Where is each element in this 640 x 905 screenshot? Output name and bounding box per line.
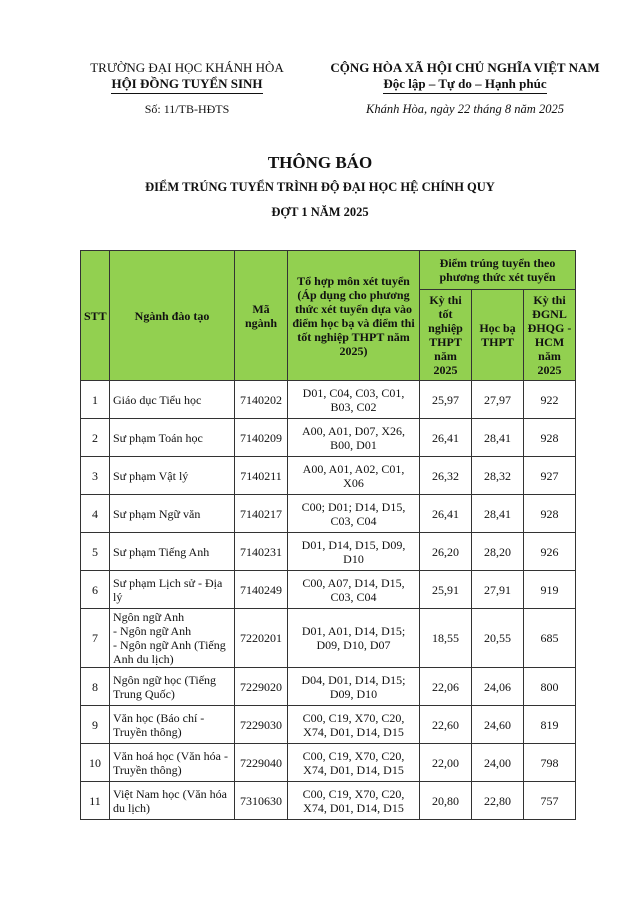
- row-major: Văn học (Báo chí - Truyền thông): [110, 706, 235, 744]
- row-code: 7140202: [235, 381, 288, 419]
- row-stt: 3: [81, 457, 110, 495]
- row-transcript-score: 22,80: [472, 782, 524, 820]
- row-stt: 1: [81, 381, 110, 419]
- row-thpt-score: 26,41: [420, 495, 472, 533]
- row-code: 7220201: [235, 609, 288, 668]
- row-stt: 11: [81, 782, 110, 820]
- row-major: Giáo dục Tiểu học: [110, 381, 235, 419]
- row-code: 7140249: [235, 571, 288, 609]
- row-dgnl-score: 919: [524, 571, 576, 609]
- document-round: ĐỢT 1 NĂM 2025: [271, 205, 369, 219]
- table-row: [81, 668, 576, 706]
- row-stt: 4: [81, 495, 110, 533]
- row-subject-combination: C00, C19, X70, C20, X74, D01, D14, D15: [288, 706, 420, 744]
- row-code: 7229030: [235, 706, 288, 744]
- place-date: Khánh Hòa, ngày 22 tháng 8 năm 2025: [366, 102, 564, 116]
- row-thpt-score: 22,06: [420, 668, 472, 706]
- row-transcript-score: 24,60: [472, 706, 524, 744]
- table-row: [81, 457, 576, 495]
- row-transcript-score: 24,06: [472, 668, 524, 706]
- table-row: [81, 571, 576, 609]
- row-dgnl-score: 922: [524, 381, 576, 419]
- row-major: Sư phạm Lịch sử - Địa lý: [110, 571, 235, 609]
- row-code: 7140217: [235, 495, 288, 533]
- table-row: [81, 533, 576, 571]
- row-stt: 9: [81, 706, 110, 744]
- row-code: 7140231: [235, 533, 288, 571]
- row-dgnl-score: 798: [524, 744, 576, 782]
- row-stt: 2: [81, 419, 110, 457]
- header-subject-combination: Tổ hợp môn xét tuyển (Áp dụng cho phương thức xét tuyển dựa vào điểm học bạ và điểm thi tốt nghiệp THPT năm 2025): [288, 251, 420, 381]
- row-thpt-score: 22,60: [420, 706, 472, 744]
- row-dgnl-score: 926: [524, 533, 576, 571]
- row-subject-combination: A00, A01, D07, X26, B00, D01: [288, 419, 420, 457]
- national-header-block: [300, 60, 630, 117]
- row-dgnl-score: 928: [524, 419, 576, 457]
- issuer-block: [62, 60, 312, 117]
- document-number: Số: 11/TB-HĐTS: [144, 102, 230, 116]
- university-name: TRƯỜNG ĐẠI HỌC KHÁNH HÒA: [90, 60, 284, 75]
- row-transcript-score: 27,97: [472, 381, 524, 419]
- header-code: Mã ngành: [235, 251, 288, 381]
- row-transcript-score: 27,91: [472, 571, 524, 609]
- row-major: Việt Nam học (Văn hóa du lịch): [110, 782, 235, 820]
- table-row: [81, 609, 576, 668]
- table-row: [81, 744, 576, 782]
- row-subject-combination: C00, C19, X70, C20, X74, D01, D14, D15: [288, 744, 420, 782]
- row-dgnl-score: 685: [524, 609, 576, 668]
- row-code: 7229020: [235, 668, 288, 706]
- row-code: 7310630: [235, 782, 288, 820]
- council-name: HỘI ĐỒNG TUYỂN SINH: [111, 76, 262, 94]
- header-stt: STT: [81, 251, 110, 381]
- row-stt: 10: [81, 744, 110, 782]
- row-dgnl-score: 927: [524, 457, 576, 495]
- row-subject-combination: A00, A01, A02, C01, X06: [288, 457, 420, 495]
- row-subject-combination: D04, D01, D14, D15; D09, D10: [288, 668, 420, 706]
- row-dgnl-score: 928: [524, 495, 576, 533]
- row-major: Sư phạm Tiếng Anh: [110, 533, 235, 571]
- row-dgnl-score: 800: [524, 668, 576, 706]
- document-title: THÔNG BÁO: [267, 153, 373, 172]
- table-row: [81, 381, 576, 419]
- row-transcript-score: 28,41: [472, 495, 524, 533]
- row-thpt-score: 18,55: [420, 609, 472, 668]
- table-row: [81, 706, 576, 744]
- row-transcript-score: 28,32: [472, 457, 524, 495]
- header-dgnl-exam: Kỳ thi ĐGNL ĐHQG - HCM năm 2025: [524, 290, 576, 381]
- row-transcript-score: 24,00: [472, 744, 524, 782]
- row-code: 7140211: [235, 457, 288, 495]
- row-major: Sư phạm Ngữ văn: [110, 495, 235, 533]
- country-name: CỘNG HÒA XÃ HỘI CHỦ NGHĨA VIỆT NAM: [330, 60, 600, 75]
- table-row: [81, 419, 576, 457]
- row-code: 7140209: [235, 419, 288, 457]
- document-subtitle: ĐIỂM TRÚNG TUYỂN TRÌNH ĐỘ ĐẠI HỌC HỆ CHÍNH QUY: [145, 180, 495, 194]
- row-stt: 8: [81, 668, 110, 706]
- row-stt: 7: [81, 609, 110, 668]
- row-transcript-score: 28,20: [472, 533, 524, 571]
- row-stt: 6: [81, 571, 110, 609]
- row-subject-combination: C00, A07, D14, D15, C03, C04: [288, 571, 420, 609]
- row-thpt-score: 26,20: [420, 533, 472, 571]
- row-major: Văn hoá học (Văn hóa - Truyền thông): [110, 744, 235, 782]
- row-thpt-score: 26,41: [420, 419, 472, 457]
- table-row: [81, 495, 576, 533]
- row-thpt-score: 20,80: [420, 782, 472, 820]
- row-major: Ngôn ngữ học (Tiếng Trung Quốc): [110, 668, 235, 706]
- row-subject-combination: D01, C04, C03, C01, B03, C02: [288, 381, 420, 419]
- row-major: Sư phạm Toán học: [110, 419, 235, 457]
- row-transcript-score: 28,41: [472, 419, 524, 457]
- table-row: [81, 782, 576, 820]
- national-motto: Độc lập – Tự do – Hạnh phúc: [383, 76, 546, 94]
- row-subject-combination: C00, C19, X70, C20, X74, D01, D14, D15: [288, 782, 420, 820]
- row-stt: 5: [81, 533, 110, 571]
- header-transcript: Học bạ THPT: [472, 290, 524, 381]
- admission-score-table: [80, 250, 576, 820]
- header-scores-group: Điểm trúng tuyển theo phương thức xét tuyển: [420, 251, 576, 290]
- row-subject-combination: D01, A01, D14, D15; D09, D10, D07: [288, 609, 420, 668]
- header-major: Ngành đào tạo: [110, 251, 235, 381]
- row-transcript-score: 20,55: [472, 609, 524, 668]
- row-subject-combination: D01, D14, D15, D09, D10: [288, 533, 420, 571]
- score-rows: [81, 381, 576, 820]
- row-thpt-score: 25,97: [420, 381, 472, 419]
- header-thpt-exam: Kỳ thi tốt nghiệp THPT năm 2025: [420, 290, 472, 381]
- row-dgnl-score: 757: [524, 782, 576, 820]
- row-dgnl-score: 819: [524, 706, 576, 744]
- row-thpt-score: 26,32: [420, 457, 472, 495]
- row-thpt-score: 22,00: [420, 744, 472, 782]
- row-code: 7229040: [235, 744, 288, 782]
- row-major: Sư phạm Vật lý: [110, 457, 235, 495]
- row-subject-combination: C00; D01; D14, D15, C03, C04: [288, 495, 420, 533]
- row-major: Ngôn ngữ Anh - Ngôn ngữ Anh - Ngôn ngữ Anh (Tiếng Anh du lịch): [110, 609, 235, 668]
- row-thpt-score: 25,91: [420, 571, 472, 609]
